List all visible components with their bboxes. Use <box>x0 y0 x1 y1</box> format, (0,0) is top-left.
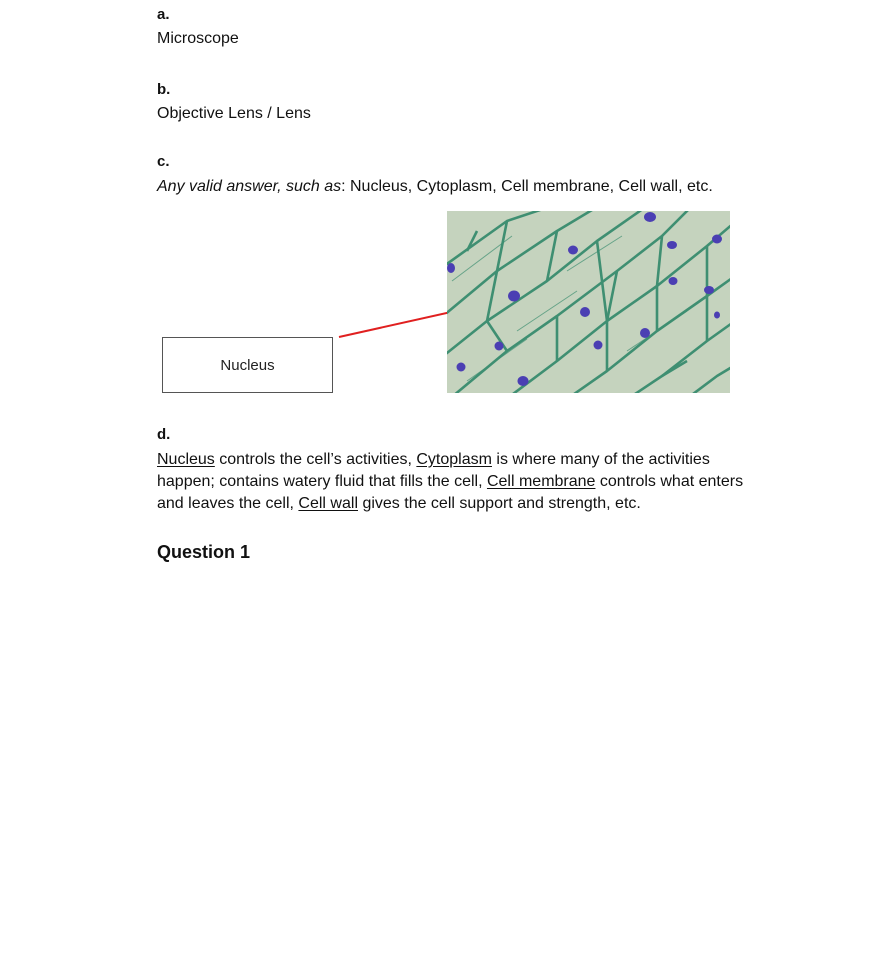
item-c-answer-italic: Any valid answer, such as <box>157 178 342 195</box>
item-d-answer <box>157 449 747 515</box>
item-b-letter: b. <box>157 81 171 98</box>
desc-cell-membrane: controls what enters and leaves the cell, <box>157 473 744 512</box>
item-a-answer: Microscope <box>157 30 239 47</box>
item-c-answer-list: : Nucleus, Cytoplasm, Cell membrane, Cell wall, etc. <box>341 178 713 195</box>
nucleus-label-text: Nucleus <box>220 356 275 374</box>
onion-cell-micrograph <box>447 211 730 393</box>
cell-micrograph-drawing <box>447 211 730 393</box>
item-c-letter: c. <box>157 153 170 170</box>
term-cell-membrane: Cell membrane <box>486 473 596 490</box>
term-cytoplasm: Cytoplasm <box>416 451 492 468</box>
desc-nucleus: controls the cell’s activities, <box>214 451 417 468</box>
desc-cell-wall: gives the cell support and strength, etc. <box>358 495 641 512</box>
desc-cytoplasm: is where many of the activities happen; contains watery fluid that fills the cell, <box>157 451 710 490</box>
item-d-letter: d. <box>157 426 171 443</box>
nucleus-label-box <box>162 337 333 393</box>
question-heading: Question 1 <box>157 542 251 562</box>
item-b-answer: Objective Lens / Lens <box>157 105 311 122</box>
term-cell-wall: Cell wall <box>298 495 358 512</box>
item-c-answer <box>157 177 713 197</box>
item-a-letter: a. <box>157 6 170 23</box>
term-nucleus: Nucleus <box>157 451 215 468</box>
